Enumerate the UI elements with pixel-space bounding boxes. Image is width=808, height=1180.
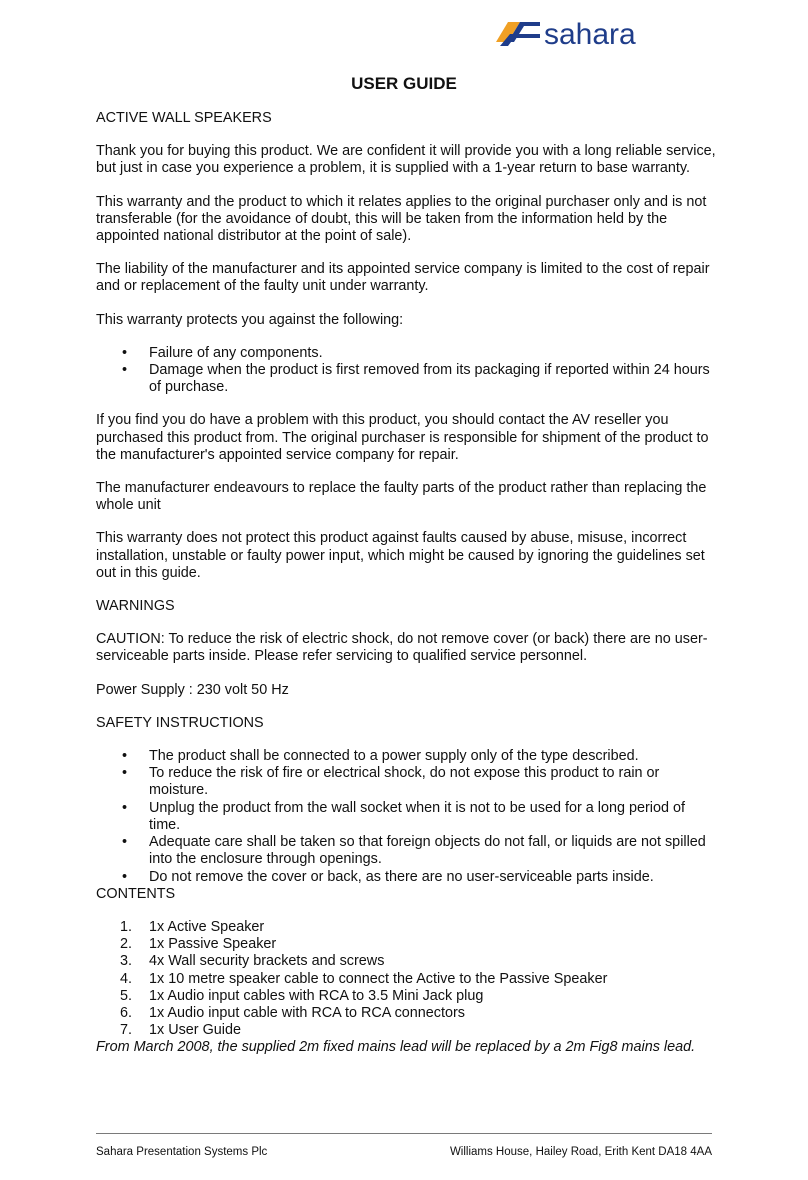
list-item: 1. 1x Active Speaker (120, 918, 265, 935)
list-item: 7. 1x User Guide (120, 1022, 241, 1039)
bullet-icon: • (122, 344, 128, 361)
sahara-logo (494, 18, 714, 54)
footer-address: Williams House, Hailey Road, Erith Kent DA18 4AA (449, 1146, 712, 1158)
paragraph-liability: The liability of the manufacturer and its appointed service company is limited to the cost of repair and or replacement of the faulty unit under warranty. (96, 261, 710, 295)
paragraph-problem: If you find you do have a problem with this product, you should contact the AV reseller you purchased this product from. The original purchaser is responsible for shipment of the product to the manufacturer's appointed service company for repair. (96, 412, 709, 463)
bullet-icon: • (122, 834, 128, 851)
document-body (96, 110, 716, 1057)
subtitle: ACTIVE WALL SPEAKERS (96, 110, 272, 126)
list-item: • Adequate care shall be taken so that foreign objects do not fall, or liquids are not spilled into the enclosure through openings. (122, 834, 706, 868)
list-item: 2. 1x Passive Speaker (120, 936, 277, 953)
paragraph-protects: This warranty protects you against the following: (96, 311, 404, 328)
page-title: USER GUIDE (351, 74, 457, 93)
list-item: • Damage when the product is first removed from its packaging if reported within 24 hours of purchase. (122, 362, 710, 396)
list-item: • To reduce the risk of fire or electrical shock, do not expose this product to rain or moisture. (122, 765, 660, 799)
list-item: • Failure of any components. (122, 344, 323, 361)
list-item: • Do not remove the cover or back, as there are no user-serviceable parts inside. (122, 868, 654, 885)
bullet-icon: • (122, 748, 128, 765)
sahara-logo-icon (494, 18, 714, 54)
list-item: • Unplug the product from the wall socket when it is not to be used for a long period of time. (122, 799, 685, 833)
safety-list (96, 748, 716, 886)
footer-company: Sahara Presentation Systems Plc (96, 1146, 268, 1158)
paragraph-replace-parts: The manufacturer endeavours to replace the faulty parts of the product rather than replacing the whole unit (96, 480, 707, 514)
paragraph-exclusions: This warranty does not protect this product against faults caused by abuse, misuse, incorrect installation, unstable or faulty power input, which might be caused by ignoring the guidelines set out in this guide. (96, 530, 705, 581)
list-item: 5. 1x Audio input cables with RCA to 3.5 Mini Jack plug (120, 987, 484, 1004)
bullet-icon: • (122, 868, 128, 885)
contents-heading: CONTENTS (96, 885, 176, 902)
bullet-icon: • (122, 765, 128, 782)
footer-divider (96, 1133, 712, 1134)
power-supply-text: Power Supply : 230 volt 50 Hz (96, 681, 289, 698)
caution-text: CAUTION: To reduce the risk of electric shock, do not remove cover (or back) there are no user-serviceable parts inside. Please refer servicing to qualified service personnel. (96, 631, 708, 665)
bullet-icon: • (122, 799, 128, 816)
bullet-icon: • (122, 362, 128, 379)
paragraph-warranty-scope: This warranty and the product to which it relates applies to the original purchaser only and is not transferable (for the avoidance of doubt, this will be taken from the information held by the appointed national distributor at the point of sale). (96, 193, 707, 245)
mains-lead-note: From March 2008, the supplied 2m fixed mains lead will be replaced by a 2m Fig8 mains lead. (96, 1039, 696, 1056)
list-item: 3. 4x Wall security brackets and screws (120, 953, 385, 970)
contents-list (96, 919, 716, 1039)
list-item: • The product shall be connected to a power supply only of the type described. (122, 748, 639, 765)
protection-list (96, 345, 716, 397)
warnings-heading: WARNINGS (96, 598, 175, 615)
list-item: 4. 1x 10 metre speaker cable to connect the Active to the Passive Speaker (120, 970, 608, 987)
list-item: 6. 1x Audio input cable with RCA to RCA connectors (120, 1004, 465, 1021)
logo-wordmark: sahara (544, 18, 636, 51)
paragraph-thanks: Thank you for buying this product. We are confident it will provide you with a long reliable service, but just in case you experience a problem, it is supplied with a 1-year return to base warranty. (96, 143, 716, 177)
safety-heading: SAFETY INSTRUCTIONS (96, 714, 264, 731)
